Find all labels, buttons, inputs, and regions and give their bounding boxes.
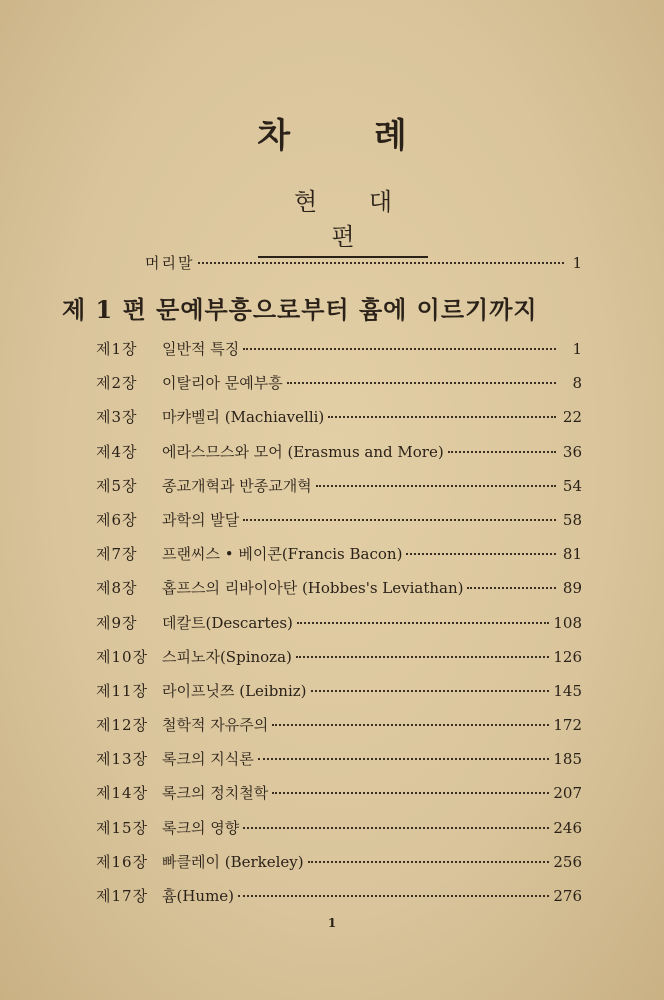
chapter-title: 흄(Hume)	[162, 887, 235, 905]
chapter-entry	[96, 748, 582, 782]
leader-dots	[238, 895, 549, 897]
chapter-page: 1	[572, 340, 582, 358]
chapter-entry	[96, 714, 582, 748]
leader-dots	[467, 587, 556, 589]
leader-dots	[406, 553, 556, 555]
chapter-number: 제12장	[96, 716, 149, 735]
chapter-number: 제11장	[96, 681, 149, 700]
preface-page: 1	[572, 254, 582, 272]
chapter-title: 프랜씨스 • 베이콘(Francis Bacon)	[162, 545, 403, 564]
leader-dots	[272, 724, 549, 726]
section-subtitle: 현 대 편	[258, 182, 428, 258]
chapter-page: 36	[562, 442, 582, 461]
chapter-page: 185	[553, 750, 582, 769]
chapter-entry	[96, 612, 582, 646]
leader-dots	[328, 416, 556, 418]
leader-dots	[243, 827, 549, 829]
chapter-entry	[96, 782, 582, 816]
chapter-number: 제1장	[96, 340, 138, 358]
chapter-title: 종교개혁과 반종교개혁	[162, 476, 312, 495]
chapter-title: 철학적 자유주의	[162, 716, 269, 735]
chapter-number: 제2장	[96, 374, 138, 393]
chapter-page: 207	[553, 784, 582, 803]
chapter-entry	[96, 646, 582, 680]
leader-dots	[243, 519, 556, 521]
chapter-entry	[96, 885, 582, 919]
chapter-page: 145	[553, 681, 582, 700]
chapter-number: 제13장	[96, 750, 149, 769]
chapter-number: 제8장	[96, 579, 138, 598]
chapter-number: 제17장	[96, 887, 149, 905]
chapter-entry	[96, 817, 582, 851]
chapter-title: 일반적 특징	[162, 340, 240, 358]
chapter-list	[96, 338, 582, 919]
chapter-title: 이탈리아 문예부흥	[162, 374, 283, 393]
leader-dots	[258, 758, 550, 760]
chapter-page: 172	[553, 716, 582, 735]
chapter-title: 홉프스의 리바이아탄 (Hobbes's Leviathan)	[162, 579, 464, 598]
leader-dots	[311, 690, 550, 692]
chapter-entry	[96, 543, 582, 577]
chapter-number: 제3장	[96, 408, 138, 427]
page-number: 1	[327, 916, 337, 930]
chapter-title: 빠클레이 (Berkeley)	[162, 852, 304, 871]
chapter-page: 81	[562, 545, 582, 564]
chapter-page: 126	[553, 647, 582, 666]
chapter-title: 록크의 영향	[162, 818, 240, 837]
chapter-number: 제15장	[96, 818, 149, 837]
chapter-title: 라이프닛쯔 (Leibniz)	[162, 681, 307, 700]
chapter-title: 록크의 지식론	[162, 750, 254, 769]
chapter-page: 246	[553, 818, 582, 837]
chapter-number: 제9장	[96, 613, 138, 632]
chapter-page: 276	[553, 887, 582, 905]
chapter-title: 과학의 발달	[162, 510, 240, 529]
chapter-title: 데칼트(Descartes)	[162, 613, 293, 632]
chapter-page: 108	[553, 613, 582, 632]
chapter-page: 89	[562, 579, 582, 598]
chapter-entry	[96, 372, 582, 406]
chapter-entry	[96, 680, 582, 714]
leader-dots	[308, 861, 550, 863]
leader-dots	[243, 348, 556, 350]
chapter-entry	[96, 406, 582, 440]
chapter-page: 256	[553, 852, 582, 871]
chapter-page: 58	[562, 510, 582, 529]
chapter-title: 록크의 정치철학	[162, 784, 269, 803]
chapter-title: 스피노자(Spinoza)	[162, 647, 292, 666]
chapter-entry	[96, 475, 582, 509]
chapter-title: 마캬벨리 (Machiavelli)	[162, 408, 325, 427]
chapter-number: 제14장	[96, 784, 149, 803]
chapter-number: 제16장	[96, 852, 149, 871]
chapter-entry	[96, 851, 582, 885]
chapter-entry	[96, 509, 582, 543]
chapter-entry	[96, 441, 582, 475]
leader-dots	[316, 485, 556, 487]
leader-dots	[272, 792, 549, 794]
chapter-page: 22	[562, 408, 582, 427]
chapter-number: 제6장	[96, 510, 138, 529]
chapter-number: 제4장	[96, 442, 138, 461]
preface-entry	[145, 252, 582, 273]
chapter-number: 제7장	[96, 545, 138, 564]
page-title: 차 례	[257, 116, 443, 156]
chapter-number: 제5장	[96, 476, 138, 495]
chapter-title: 에라스므스와 모어 (Erasmus and More)	[162, 442, 444, 461]
leader-dots	[296, 656, 549, 658]
leader-dots	[448, 451, 556, 453]
preface-label: 머리말	[145, 254, 195, 272]
leader-dots	[198, 262, 564, 264]
chapter-entry	[96, 577, 582, 611]
leader-dots	[287, 382, 556, 384]
chapter-page: 54	[562, 476, 582, 495]
chapter-number: 제10장	[96, 647, 149, 666]
chapter-entry	[96, 338, 582, 372]
chapter-page: 8	[572, 374, 582, 393]
part-heading: 제 1 편 문예부흥으로부터 흄에 이르기까지	[62, 295, 538, 324]
leader-dots	[297, 622, 549, 624]
